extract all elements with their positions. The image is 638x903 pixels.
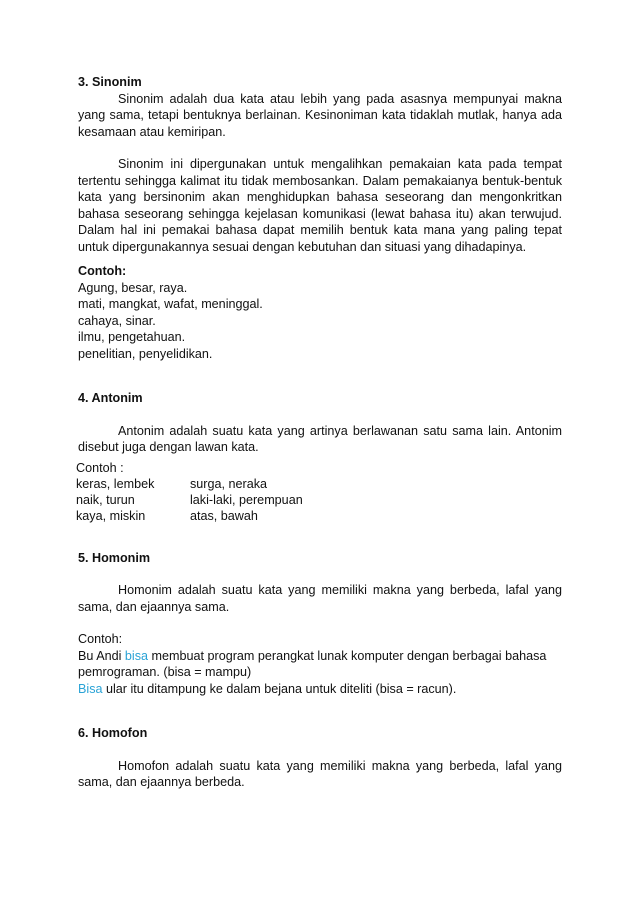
antonim-paragraph-1: Antonim adalah suatu kata yang artinya berlawanan satu sama lain. Antonim disebut juga dengan lawan kata. — [78, 423, 562, 454]
sinonim-example: mati, mangkat, wafat, meninggal. — [78, 297, 263, 311]
antonim-example: naik, turun — [76, 492, 135, 507]
homonim-example-1 — [78, 648, 562, 681]
homofon-paragraph-1: Homofon adalah suatu kata yang memiliki makna yang berbeda, lafal yang sama, dan ejaannya berbeda. — [78, 758, 562, 789]
sinonim-example-label: Contoh: — [78, 264, 127, 278]
homonim-example-1-before: Bu Andi — [78, 648, 125, 663]
antonim-col-1 — [76, 460, 154, 524]
document-page — [78, 74, 562, 791]
sinonim-example: cahaya, sinar. — [78, 313, 156, 328]
sinonim-example: penelitian, penyelidikan. — [78, 346, 213, 361]
homonim-link-bisa[interactable]: bisa — [124, 648, 149, 663]
antonim-example: atas, bawah — [190, 508, 258, 523]
homonim-example-1-after: membuat program perangkat lunak komputer dengan berbagai bahasa pemrograman. (bisa = mampu) — [78, 648, 547, 679]
homonim-example-label: Contoh: — [78, 632, 123, 646]
homonim-link-bisa-capital[interactable]: Bisa — [78, 681, 103, 696]
antonim-example: laki-laki, perempuan — [190, 492, 303, 507]
homonim-example-2 — [78, 681, 562, 698]
sinonim-example: ilmu, pengetahuan. — [78, 330, 186, 344]
antonim-example: kaya, miskin — [76, 508, 146, 523]
homonim-example-2-after: ular itu ditampung ke dalam bejana untuk diteliti (bisa = racun). — [102, 681, 457, 696]
sinonim-example: Agung, besar, raya. — [78, 280, 188, 295]
homonim-paragraph-1: Homonim adalah suatu kata yang memiliki makna yang berbeda, lafal yang sama, dan ejaannya sama. — [78, 583, 562, 614]
heading-sinonim: 3. Sinonim — [78, 75, 142, 89]
heading-homofon: 6. Homofon — [78, 726, 148, 740]
heading-homonim: 5. Homonim — [78, 550, 151, 565]
antonim-examples — [78, 460, 562, 522]
heading-antonim: 4. Antonim — [78, 391, 143, 405]
antonim-example: keras, lembek — [76, 476, 155, 491]
antonim-example: surga, neraka — [190, 476, 268, 491]
antonim-col-2 — [190, 476, 303, 524]
antonim-example-label: Contoh : — [76, 460, 124, 475]
sinonim-paragraph-2: Sinonim ini dipergunakan untuk mengalihkan pemakaian kata pada tempat tertentu sehingga kalimat itu tidak membosankan. Dalam pemakaianya bentuk-bentuk kata yang bersinonim akan menghidupkan bahasa seseorang dan mengonkritkan bahasa seseorang sehingga kejelasan komunikasi (lewat bahasa itu) akan terwujud. Dalam hal ini pemakai bahasa dapat memilih bentuk kata mana yang paling tepat untuk dipergunakannya sesuai dengan kebutuhan dan situasi yang dihadapinya. — [78, 157, 562, 254]
sinonim-paragraph-1: Sinonim adalah dua kata atau lebih yang pada asasnya mempunyai makna yang sama, tetapi bentuknya berlainan. Kesinoniman kata tidaklah mutlak, hanya ada kesamaan atau kemiripan. — [78, 91, 562, 139]
